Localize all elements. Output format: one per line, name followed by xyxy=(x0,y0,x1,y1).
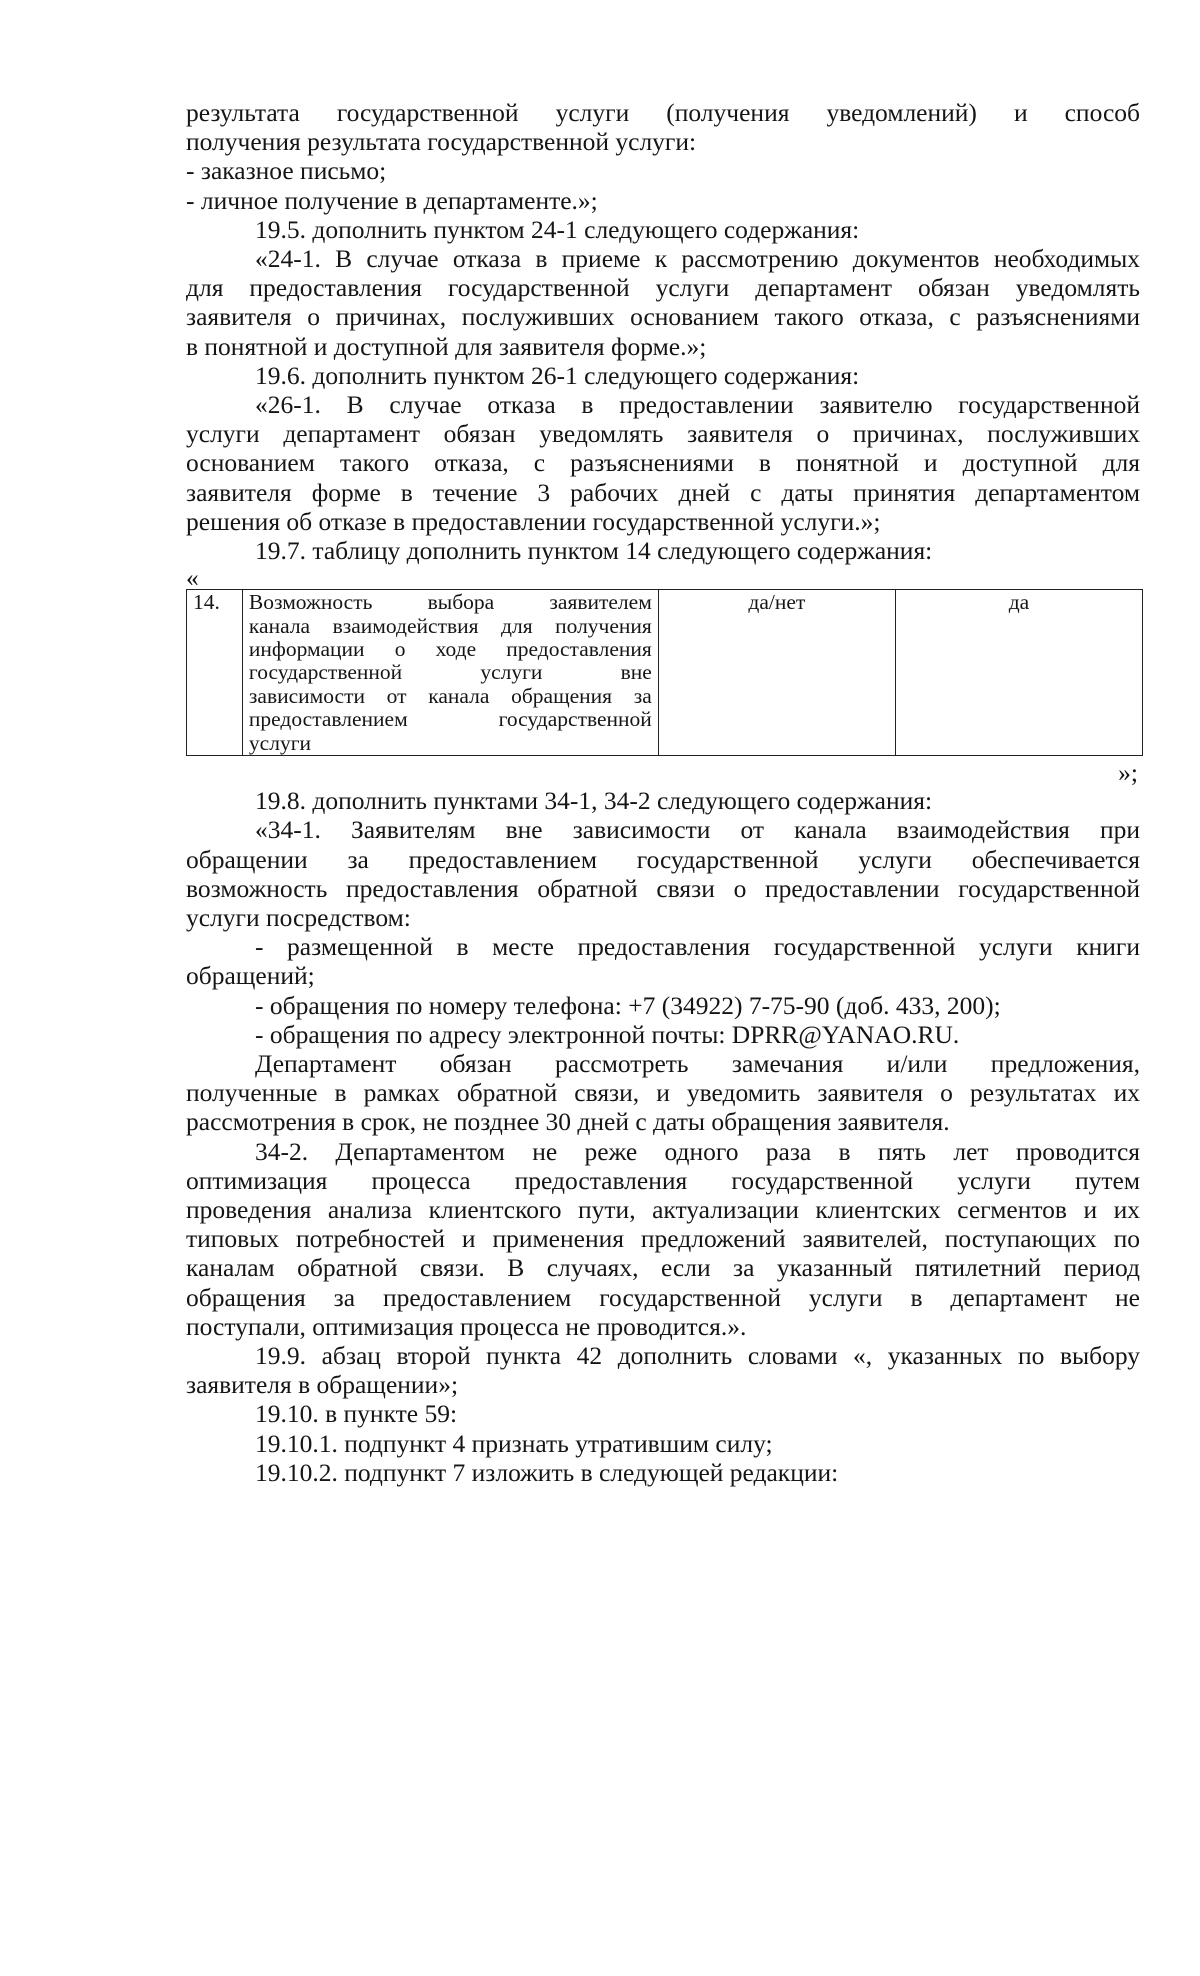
table-row xyxy=(187,590,1143,756)
text-line: - заказное письмо; xyxy=(186,156,387,186)
text-line: для предоставления государственной услуги департамент обязан уведомлять xyxy=(186,273,1140,303)
text-line: оптимизация процесса предоставления государственной услуги путем xyxy=(186,1165,1140,1195)
text-block-bottom xyxy=(186,786,1140,1487)
text-line: 19.5. дополнить пунктом 24-1 следующего содержания: xyxy=(255,214,860,244)
table-open-quote: « xyxy=(186,563,199,593)
text-line: 19.10.2. подпункт 7 изложить в следующей редакции: xyxy=(255,1457,839,1487)
text-line: Департамент обязан рассмотреть замечания и/или предложения, xyxy=(255,1048,1140,1078)
text-line: рассмотрения в срок, не позднее 30 дней с даты обращения заявителя. xyxy=(186,1107,950,1137)
text-line: возможность предоставления обратной связи о предоставлении государственной xyxy=(186,873,1140,903)
row-value: да xyxy=(895,590,1142,756)
description-line: услуги xyxy=(248,730,312,755)
description-line: Возможность выбора заявителем xyxy=(248,590,652,615)
text-line: 34-2. Департаментом не реже одного раза в пять лет проводится xyxy=(255,1136,1140,1166)
text-line: - размещенной в месте предоставления государственной услуги книги xyxy=(255,932,1140,962)
text-line: поступали, оптимизация процесса не проводится.». xyxy=(186,1311,747,1341)
text-line: полученные в рамках обратной связи, и уведомить заявителя о результатах их xyxy=(186,1078,1140,1108)
text-line: «34-1. Заявителям вне зависимости от канала взаимодействия при xyxy=(255,815,1140,845)
text-line: обращений; xyxy=(186,961,315,991)
text-line: 19.6. дополнить пунктом 26-1 следующего содержания: xyxy=(255,360,860,390)
text-line: 19.8. дополнить пунктами 34-1, 34-2 следующего содержания: xyxy=(255,786,933,816)
row-number: 14. xyxy=(187,590,243,756)
text-line: «24-1. В случае отказа в приеме к рассмотрению документов необходимых xyxy=(255,244,1140,274)
text-line: каналам обратной связи. В случаях, если за указанный пятилетний период xyxy=(186,1253,1140,1283)
description-line: зависимости от канала обращения за xyxy=(248,683,652,708)
text-line: результата государственной услуги (получения уведомлений) и способ xyxy=(186,98,1140,127)
text-line: заявителя в обращении»; xyxy=(186,1370,459,1400)
description-line: канала взаимодействия для получения xyxy=(248,613,652,638)
text-line: решения об отказе в предоставлении государственной услуги.»; xyxy=(186,506,881,536)
text-line: типовых потребностей и применения предложений заявителей, поступающих по xyxy=(186,1224,1140,1254)
text-line: 19.10. в пункте 59: xyxy=(255,1399,458,1429)
text-line: получения результата государственной услуги: xyxy=(186,127,697,157)
text-line: проведения анализа клиентского пути, актуализации клиентских сегментов и их xyxy=(186,1194,1140,1224)
text-line: 19.10.1. подпункт 4 признать утратившим силу; xyxy=(255,1428,773,1458)
text-line: «26-1. В случае отказа в предоставлении заявителю государственной xyxy=(255,390,1140,420)
text-block-top xyxy=(186,98,1140,565)
table-close-quote: »; xyxy=(1118,758,1138,788)
text-line: 19.9. абзац второй пункта 42 дополнить словами «, указанных по выбору xyxy=(255,1340,1140,1370)
text-line: услуги посредством: xyxy=(186,902,411,932)
text-line: - обращения по адресу электронной почты: DPRR@YANAO.RU. xyxy=(255,1019,960,1049)
text-line: услуги департамент обязан уведомлять заявителя о причинах, послуживших xyxy=(186,419,1140,449)
text-line: заявителя форме в течение 3 рабочих дней с даты принятия департаментом xyxy=(186,477,1140,507)
description-line: информации о ходе предоставления xyxy=(248,637,652,662)
text-line: 19.7. таблицу дополнить пунктом 14 следующего содержания: xyxy=(255,536,933,566)
amendment-table xyxy=(186,589,1143,756)
text-line: обращения за предоставлением государственной услуги в департамент не xyxy=(186,1282,1140,1312)
description-line: предоставлением государственной xyxy=(248,707,652,732)
description-line: государственной услуги вне xyxy=(248,660,652,685)
text-line: - обращения по номеру телефона: +7 (34922) 7-75-90 (доб. 433, 200); xyxy=(255,990,1001,1020)
text-line: заявителя о причинах, послуживших основанием такого отказа, с разъяснениями xyxy=(186,302,1140,332)
text-line: обращении за предоставлением государственной услуги обеспечивается xyxy=(186,844,1140,874)
text-line: основанием такого отказа, с разъяснениями в понятной и доступной для xyxy=(186,448,1140,478)
text-line: в понятной и доступной для заявителя форме.»; xyxy=(186,331,707,361)
row-description xyxy=(242,590,658,756)
document-body xyxy=(186,98,1140,1487)
row-value-type: да/нет xyxy=(658,590,895,756)
text-line: - личное получение в департаменте.»; xyxy=(186,185,598,215)
